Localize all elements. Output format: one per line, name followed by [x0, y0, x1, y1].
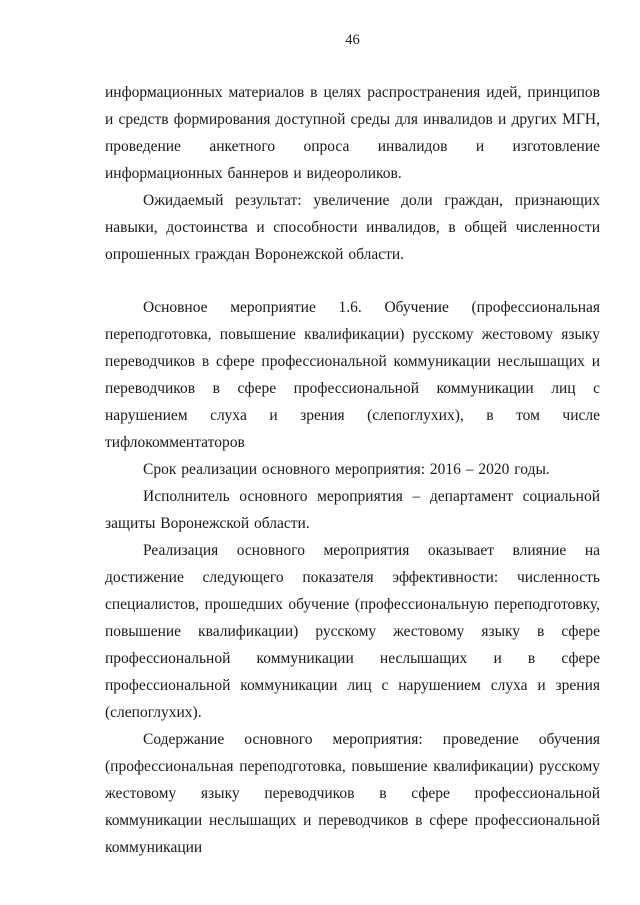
paragraph: Основное мероприятие 1.6. Обучение (профессиональная переподготовка, повышение квалификации) русскому жестовому языку переводчиков в сфере профессиональной коммуникации неслышащих и переводчиков в сфере профессиональной коммуникации лиц с нарушением слуха и зрения (слепоглухих), в том числе тифлокомментаторов: [105, 299, 600, 451]
paragraph: Срок реализации основного мероприятия: 2016 – 2020 годы.: [143, 461, 550, 478]
paragraph: Содержание основного мероприятия: проведение обучения (профессиональная переподготовка, повышение квалификации) русскому жестовому языку переводчиков в сфере профессиональной коммуникации неслышащих и переводчиков в сфере профессиональной коммуникации: [105, 731, 600, 856]
page-number: 46: [345, 32, 360, 48]
page-content: [105, 79, 600, 861]
paragraph: Исполнитель основного мероприятия – департамент социальной защиты Воронежской области.: [105, 488, 600, 532]
paragraph: Реализация основного мероприятия оказывает влияние на достижение следующего показателя эффективности: численность специалистов, прошедших обучение (профессиональную переподготовку, повышение квалификации) русскому жестовому языку в сфере профессиональной коммуникации неслышащих и в сфере профессиональной коммуникации лиц с нарушением слуха и зрения (слепоглухих).: [105, 542, 600, 721]
paragraph: информационных материалов в целях распространения идей, принципов и средств формирования доступной среды для инвалидов и других МГН, проведение анкетного опроса инвалидов и изготовление информационных баннеров и видеороликов.: [105, 84, 600, 182]
paragraph: Ожидаемый результат: увеличение доли граждан, признающих навыки, достоинства и способности инвалидов, в общей численности опрошенных граждан Воронежской области.: [105, 192, 600, 263]
